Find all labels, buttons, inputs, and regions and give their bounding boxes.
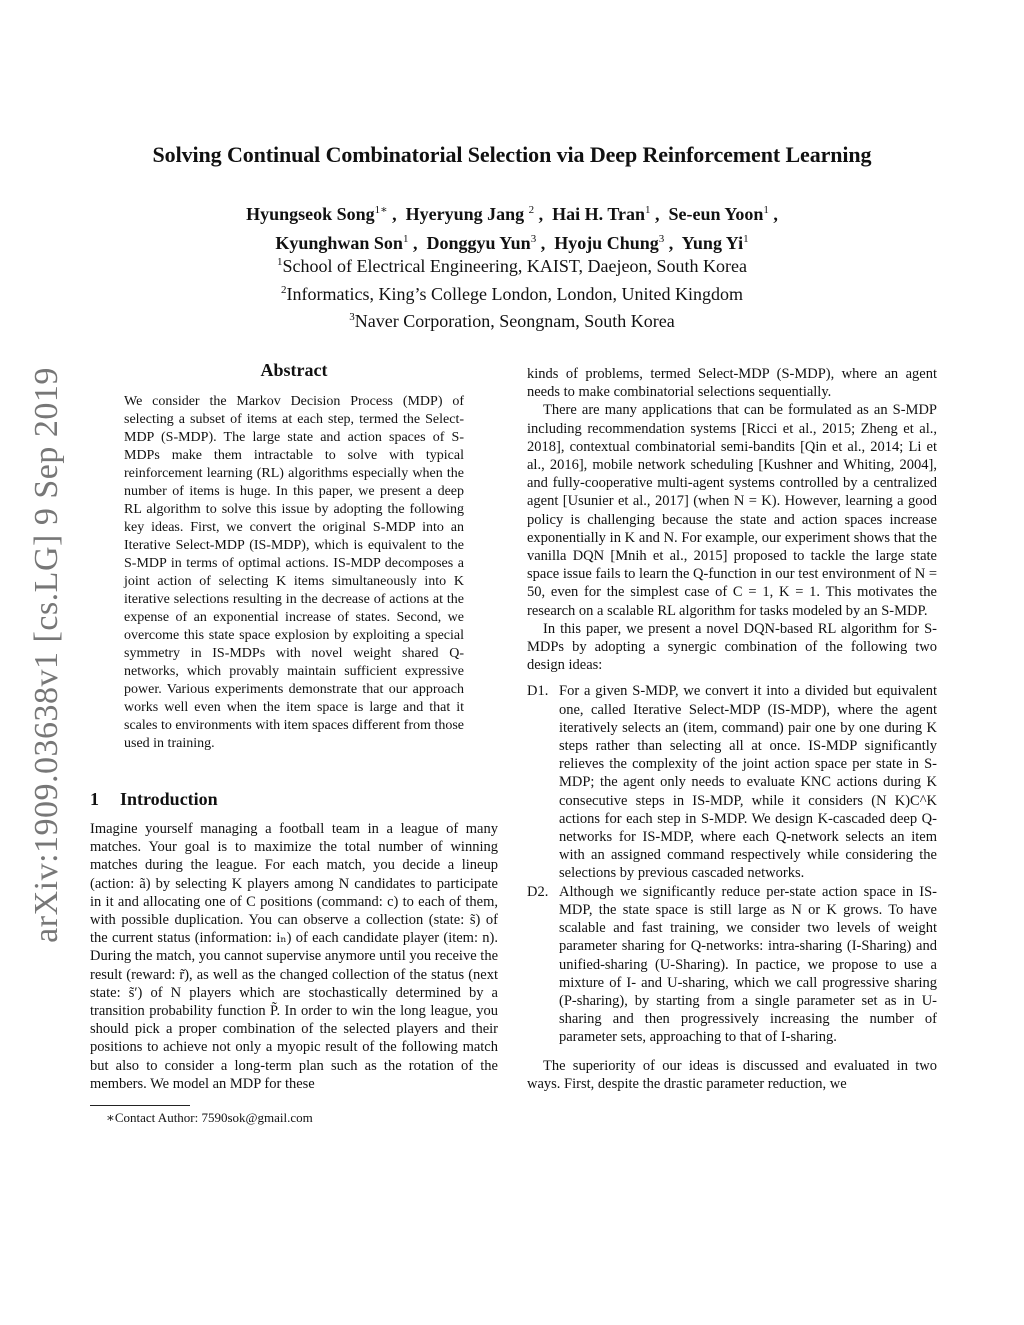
design-idea-item (527, 682, 937, 882)
author-name: Donggyu Yun (426, 233, 531, 253)
affiliation (0, 251, 1024, 279)
author-affil-mark: 1 (763, 204, 769, 216)
affiliation-text: Naver Corporation, Seongnam, South Korea (354, 311, 675, 331)
body-paragraph: The superiority of our ideas is discussed and evaluated in two ways. First, despite the drastic parameter reduction, we (527, 1057, 937, 1092)
affiliation-text: Informatics, King’s College London, London, United Kingdom (286, 283, 743, 304)
author-line-1: Hyungseok Song$^{1∗}$ , Hyeryung Jang $^2$ , Hai H. Tran$^1$ , Se-eun Yoon$^1$ , (246, 204, 778, 224)
author-affil-mark: 1 (743, 233, 749, 245)
intro-paragraph: Imagine yourself managing a football team in a league of many matches. Your goal is to maximize the total number of winning matches during the league. For each match, you decide a lineup (action: ã) by selecting K players among N candidates to participate in it and allocating one of C positions (command: c) to each of them, with possible duplication. You can observe a collection (state: s̃) of the current status (information: iₙ) of each candidate player (item: n). During the match, you cannot supervise anymore until you receive the result (reward: r̃), as well as the changed collection of the status (next state: s̃′) of N players which are stochastically determined by a transition probability function P̃. In order to win the long league, you should pick a proper combination of the selected players and their positions to achieve not only a myopic result of the following match but also to consider a long-term plan such as the rotation of the members. We model an MDP for these (90, 821, 498, 1092)
section-heading-introduction (90, 789, 498, 810)
author-affil-mark: 1 (645, 204, 651, 216)
footnote-divider (90, 1105, 190, 1106)
design-ideas-list (527, 682, 937, 1046)
author-list (0, 198, 1024, 256)
affiliation (0, 279, 1024, 307)
author-name: Hyoju Chung (554, 233, 659, 253)
paper-title: Solving Continual Combinatorial Selection via Deep Reinforcement Learning (152, 142, 872, 167)
abstract-text: We consider the Markov Decision Process (MDP) of selecting a subset of items at each step, termed the Select-MDP (S-MDP). The large state and action spaces of S-MDPs make them intractable to solve with typical reinforcement learning (RL) algorithms especially when the number of items is huge. In this paper, we present a deep RL algorithm to solve this issue by adopting the following key ideas. First, we convert the original S-MDP into an Iterative Select-MDP (IS-MDP), which is equivalent to the S-MDP in terms of optimal actions. IS-MDP decomposes a joint action of selecting K items simultaneously into K iterative selections resulting in the decrease of actions at the expense of an exponential increase of states. Second, we overcome this state space explosion by exploiting a special symmetry in IS-MDPs with novel weight shared Q-networks, which provably maintain sufficient expressive power. Various experiments demonstrate that our approach works well even when the item space is large and that it scales to environments with item spaces different from those used in training. (124, 394, 464, 751)
body-paragraph: In this paper, we present a novel DQN-based RL algorithm for S-MDPs by adopting a synergic combination of the following two design ideas: (527, 620, 937, 674)
contact-footnote: ∗Contact Author: 7590sok@gmail.com (106, 1110, 313, 1126)
author-affil-mark: 3 (658, 233, 665, 245)
affiliation-mark: 1 (276, 256, 283, 268)
author-affil-mark: 3 (530, 233, 537, 245)
author-name: Se-eun Yoon (668, 204, 764, 224)
affiliation-mark: 2 (281, 283, 287, 296)
body-paragraph: There are many applications that can be formulated as an S-MDP including recommendation systems [Ricci et al., 2015; Zheng et al., 2018], contextual combinatorial semi-bandits [Qin et al., 2014; Li et al., 2016], mobile network scheduling [Kushner and Whiting, 2004], and fully-cooperative multi-agent systems controlled by a centralized agent [Usunier et al., 2017] (when N = K). However, learning a good policy is challenging because the state and action spaces increase exponentially in K and N. For example, our experiment shows that the vanilla DQN [Mnih et al., 2015] proposed to tackle the large state space issue fails to learn the Q-function in our test environment of N = 50, even for the simplest case of C = 1, K = 1. This motivates the research on a scalable RL algorithm for tasks modeled by an S-MDP. (527, 402, 937, 619)
author-line-2: Kyunghwan Son$^1$ , Donggyu Yun$^3$ , Hyoju Chung$^3$ , Yung Yi$^1$ (275, 233, 749, 253)
author-affil-mark: 1 (402, 233, 409, 245)
author-name: Hai H. Tran (552, 204, 646, 224)
section-title: Introduction (120, 789, 218, 809)
arxiv-identifier-text: arXiv:1909.03638v1 [cs.LG] 9 Sep 2019 (28, 367, 65, 943)
affiliation-text: School of Electrical Engineering, KAIST, Daejeon, South Korea (282, 256, 748, 276)
section-number: 1 (90, 789, 99, 809)
author-name: Hyungseok Song (246, 204, 375, 224)
author-affil-mark: 1∗ (374, 204, 388, 216)
list-label: D2. (527, 883, 549, 900)
list-text: Although we significantly reduce per-state action space in IS-MDP, the state space is still large as N or K grows. To have scalable and fast training, we consider two levels of weight parameter sharing for Q-networks: intra-sharing (I-Sharing) and unified-sharing (U-Sharing). In pactice, we propose to use a mixture of I- and U-sharing, which we call progressive sharing (P-sharing), by starting from a single parameter set as in U-sharing and then progressively increasing the number of parameter sets, approaching to that of I-sharing. (559, 883, 937, 1046)
affiliation (0, 306, 1024, 334)
list-text: For a given S-MDP, we convert it into a divided but equivalent one, called Iterative Select-MDP (IS-MDP), where the agent iteratively selects an (item, command) pair one by one during K steps rather than selecting all at once. IS-MDP significantly relieves the complexity of the joint action space per state in S-MDP; the agent only needs to evaluate KNC actions during K consecutive steps in IS-MDP, while it considers (N K)C^K actions for each step in S-MDP. We design K-cascaded deep Q-networks for IS-MDP, where each Q-network selects an item with an assigned command respectively while considering the selections by previous cascaded networks. (559, 683, 937, 882)
arxiv-identifier (22, 350, 72, 960)
author-affil-mark: 2 (528, 204, 535, 216)
left-column (90, 360, 498, 1126)
abstract-heading: Abstract (260, 360, 328, 380)
author-name: Hyeryung Jang (405, 204, 525, 224)
author-name: Yung Yi (681, 233, 744, 253)
affiliation-list (0, 251, 1024, 334)
author-name: Kyunghwan Son (275, 233, 403, 253)
right-column (527, 365, 937, 1093)
body-paragraph: kinds of problems, termed Select-MDP (S-MDP), where an agent needs to make combinatorial selections sequentially. (527, 366, 937, 401)
list-label: D1. (527, 683, 549, 700)
design-idea-item (527, 883, 937, 1047)
affiliation-mark: 3 (349, 311, 355, 323)
